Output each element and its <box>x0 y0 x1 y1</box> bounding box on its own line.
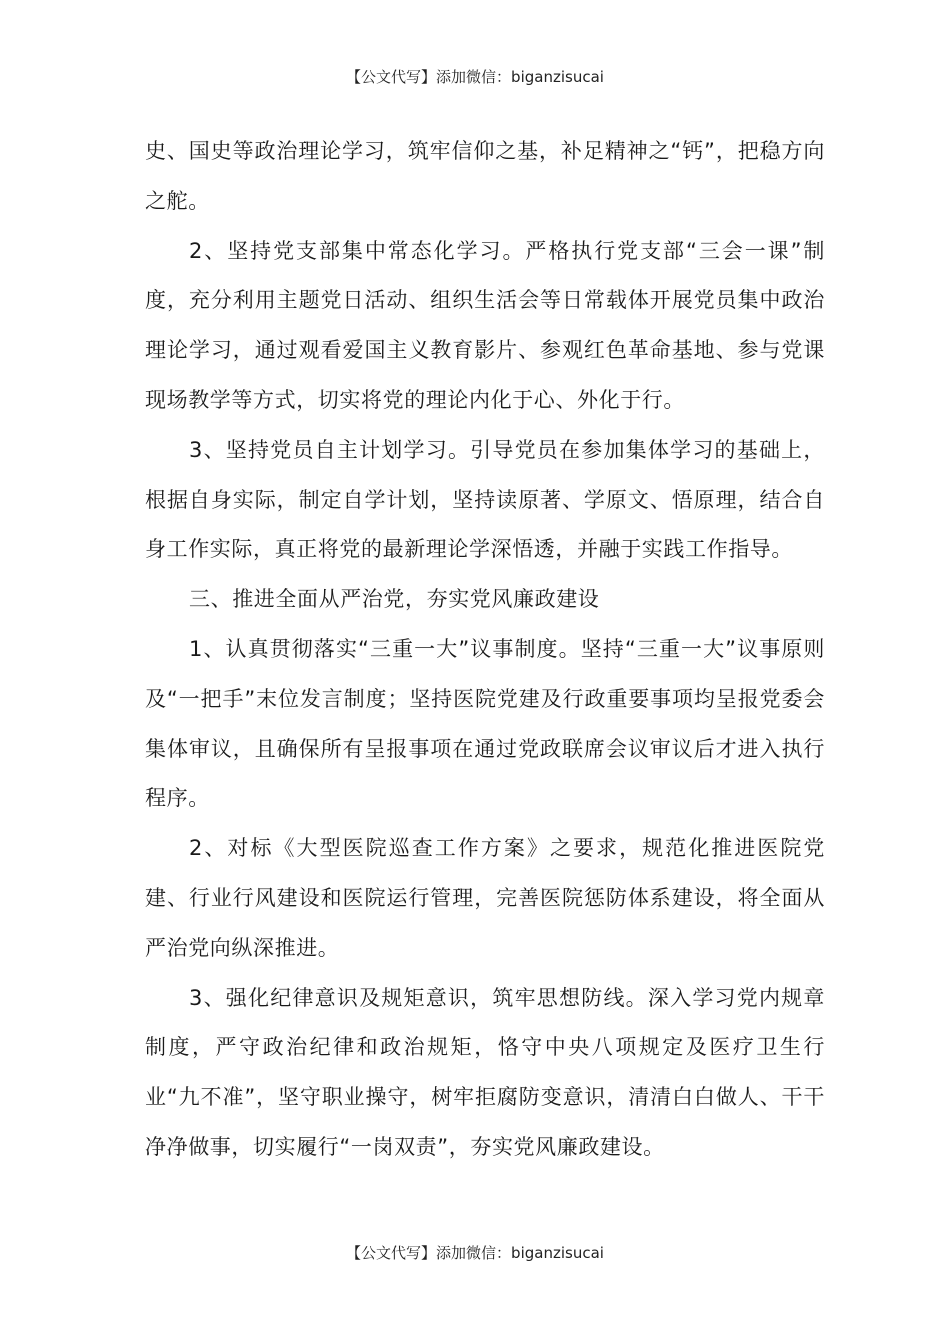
paragraph-3: 3、坚持党员自主计划学习。引导党员在参加集体学习的基础上，根据自身实际，制定自学计划，坚持读原著、学原文、悟原理，结合自身工作实际，真正将党的最新理论学深悟透，并融于实践工作指导。 <box>145 437 825 562</box>
paragraph-2: 2、坚持党支部集中常态化学习。严格执行党支部“三会一课”制度，充分利用主题党日活动、组织生活会等日常载体开展党员集中政治理论学习，通过观看爱国主义教育影片、参观红色革命基地、参与党课现场教学等方式，切实将党的理论内化于心、外化于行。 <box>145 238 825 412</box>
page-header: 【公文代写】添加微信：biganzisucai <box>346 68 604 86</box>
section-heading: 三、推进全面从严治党，夯实党风廉政建设 <box>189 587 600 612</box>
page-footer: 【公文代写】添加微信：biganzisucai <box>346 1244 604 1262</box>
paragraph-1: 史、国史等政治理论学习，筑牢信仰之基，补足精神之“钙”，把稳方向之舵。 <box>145 139 825 213</box>
document-body <box>145 127 825 1173</box>
paragraph-5: 2、对标《大型医院巡查工作方案》之要求，规范化推进医院党建、行业行风建设和医院运行管理，完善医院惩防体系建设，将全面从严治党向纵深推进。 <box>145 836 825 960</box>
paragraph-4: 1、认真贯彻落实“三重一大”议事制度。坚持“三重一大”议事原则及“一把手”末位发言制度；坚持医院党建及行政重要事项均呈报党委会集体审议，且确保所有呈报事项在通过党政联席会议审议后才进入执行程序。 <box>145 636 825 811</box>
paragraph-6: 3、强化纪律意识及规矩意识，筑牢思想防线。深入学习党内规章制度，严守政治纪律和政治规矩，恪守中央八项规定及医疗卫生行业“九不准”，坚守职业操守，树牢拒腐防变意识，清清白白做人、干干净净做事，切实履行“一岗双责”，夯实党风廉政建设。 <box>145 985 825 1159</box>
